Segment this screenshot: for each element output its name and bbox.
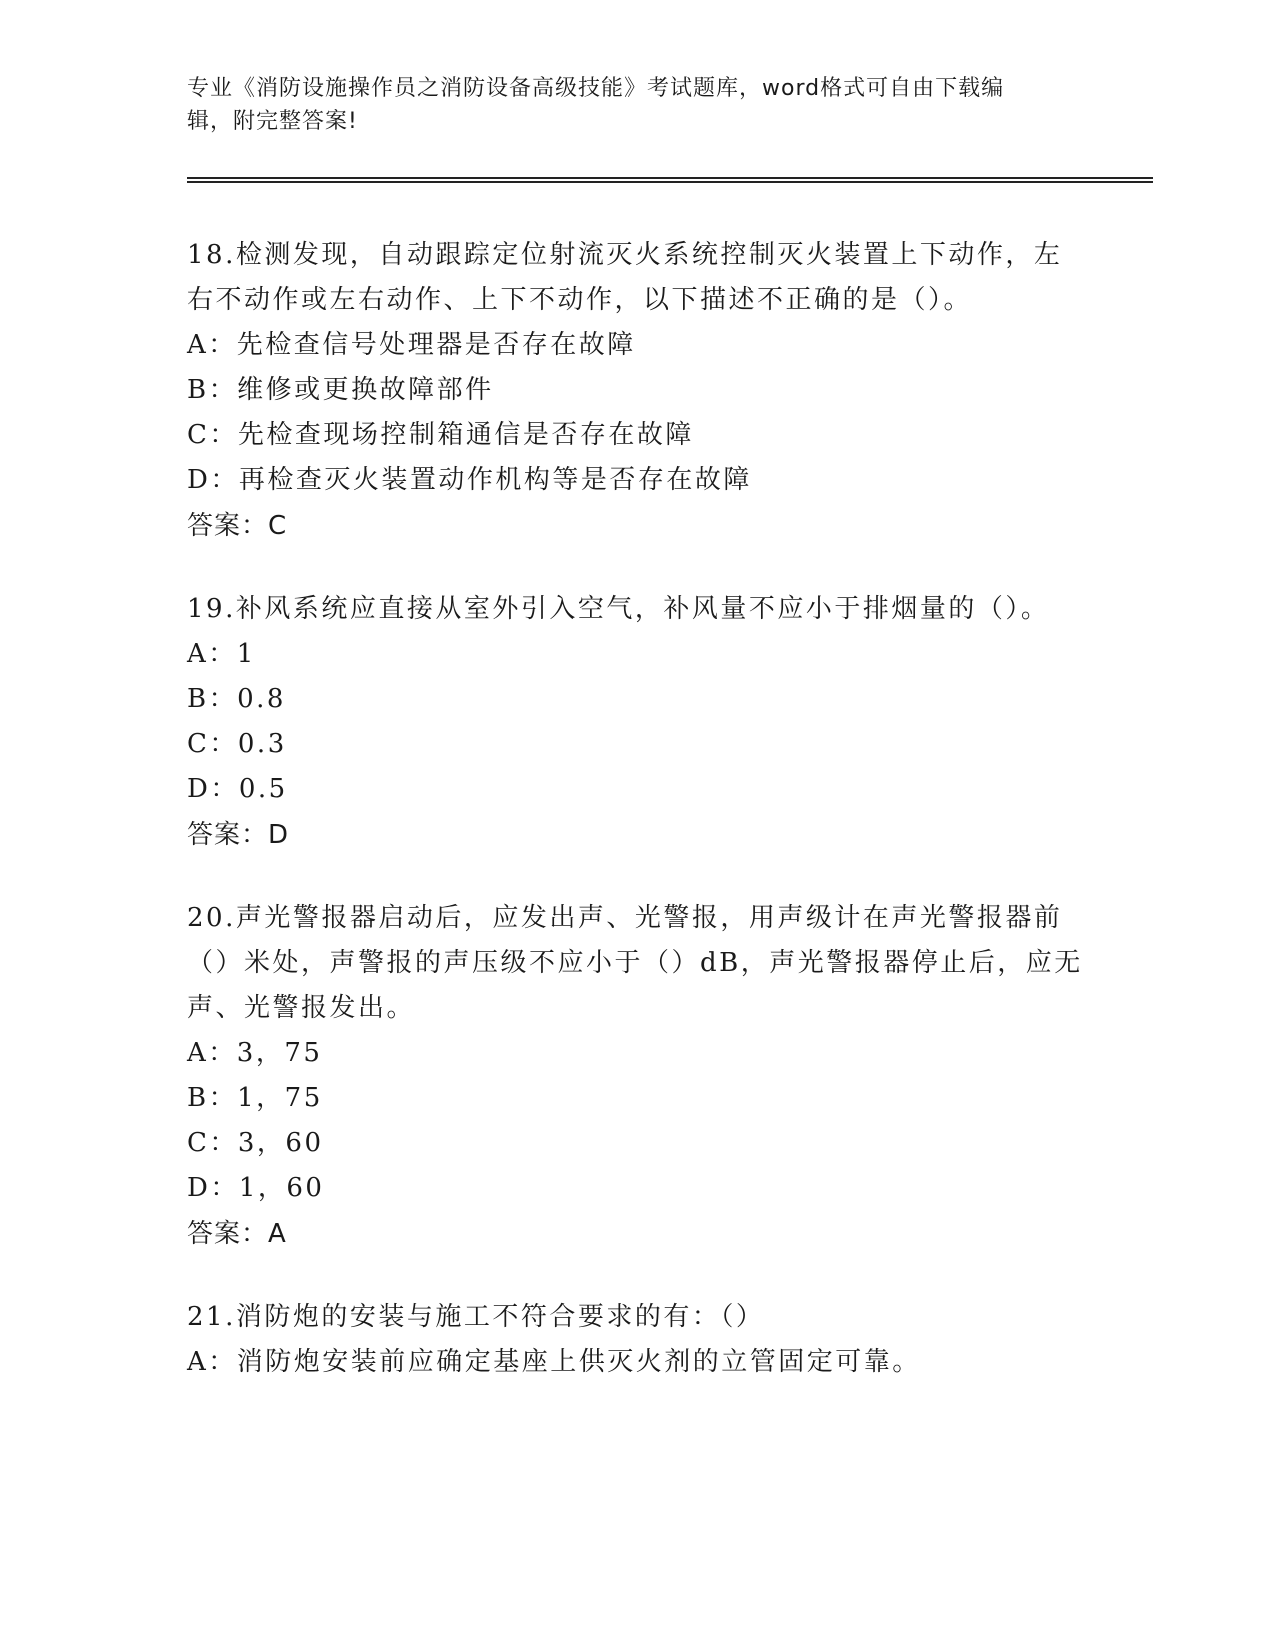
question-19 [187, 587, 1087, 858]
option-c: C：0.3 [187, 729, 287, 759]
question-20 [187, 896, 1087, 1257]
option-b: B：维修或更换故障部件 [187, 375, 494, 405]
header-line-1: 专业《消防设施操作员之消防设备高级技能》考试题库，word格式可自由下载编 [187, 76, 1005, 101]
option-d: D：0.5 [187, 774, 288, 804]
answer-line: 答案：A [187, 1219, 287, 1249]
option-d: D：1，60 [187, 1173, 325, 1203]
question-21 [187, 1295, 1087, 1385]
header-divider [187, 177, 1153, 183]
header-line-2: 辑，附完整答案! [187, 109, 358, 134]
question-18 [187, 233, 1087, 549]
option-c: C：先检查现场控制箱通信是否存在故障 [187, 420, 694, 450]
option-c: C：3，60 [187, 1128, 324, 1158]
option-a: A：1 [187, 639, 256, 669]
option-b: B：1，75 [187, 1083, 323, 1113]
option-a: A：3，75 [187, 1038, 323, 1068]
document-header [187, 72, 1067, 138]
answer-line: 答案：C [187, 511, 288, 541]
question-stem: 19.补风系统应直接从室外引入空气，补风量不应小于排烟量的（）。 [187, 594, 1050, 624]
answer-line: 答案：D [187, 820, 290, 850]
option-a: A：先检查信号处理器是否存在故障 [187, 330, 636, 360]
question-stem: 20.声光警报器启动后，应发出声、光警报，用声级计在声光警报器前（）米处，声警报的声压级不应小于（）dB，声光警报器停止后，应无声、光警报发出。 [187, 903, 1083, 1023]
option-d: D：再检查灭火装置动作机构等是否存在故障 [187, 465, 752, 495]
question-stem: 21.消防炮的安装与施工不符合要求的有：（） [187, 1302, 765, 1332]
question-list [187, 233, 1087, 1423]
option-a: A：消防炮安装前应确定基座上供灭火剂的立管固定可靠。 [187, 1347, 921, 1377]
option-b: B：0.8 [187, 684, 286, 714]
question-stem: 18.检测发现，自动跟踪定位射流灭火系统控制灭火装置上下动作，左右不动作或左右动作、上下不动作，以下描述不正确的是（）。 [187, 240, 1063, 315]
